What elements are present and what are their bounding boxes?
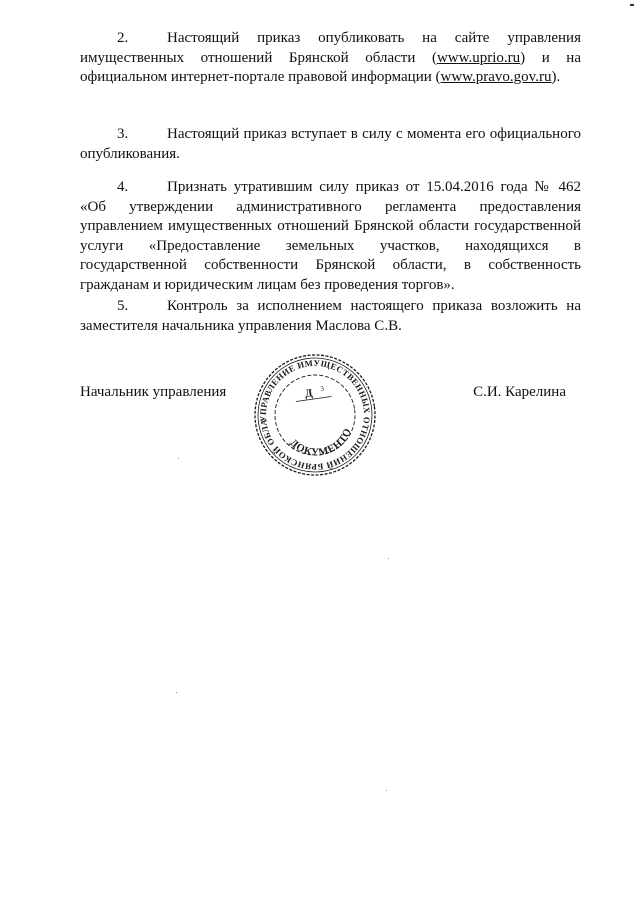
stamp-divider — [296, 397, 332, 402]
scan-speck — [386, 790, 387, 791]
stamp-inner-ring — [270, 370, 360, 460]
paragraph-number: 5. — [117, 298, 129, 314]
paragraph-text: ) и на официальном интернет-портале правовой информации ( — [80, 49, 581, 85]
paragraph-2 — [80, 29, 581, 88]
paragraph-text: Настоящий приказ опубликовать на сайте управления имущественных отношений Брянской области ( — [80, 30, 581, 66]
stamp-center-word: ДОКУМЕНТОВ — [287, 426, 355, 459]
paragraph-text: Признать утратившим силу приказ от 15.04.2016 года № 462 «Об утверждении административного регламента предоставления управлением имущественных отношений Брянской области государственной услуги «Предоставление земельных участков, находящихся в государственной собственности Брянской области, в собственность гражданам и юридическим лицам без проведения торгов». — [80, 179, 581, 293]
paragraph-5 — [80, 297, 581, 336]
stamp-center-number: 3 — [319, 384, 325, 393]
paragraph-4 — [80, 178, 581, 295]
paragraph-text: Контроль за исполнением настоящего приказа возложить на заместителя начальника управления Маслова С.В. — [80, 298, 581, 334]
scan-mark — [630, 4, 634, 6]
link-pravo[interactable]: www.pravo.gov.ru — [440, 69, 552, 85]
paragraph-text: ). — [551, 69, 561, 85]
stamp-ring-text: УПРАВЛЕНИЕ ИМУЩЕСТВЕННЫХ ОТНОШЕНИЙ БРЯНСКОЙ ОБЛАСТИ — [257, 357, 373, 473]
stamp-outer-ring — [250, 350, 380, 480]
stamp-center-top: Д — [304, 387, 314, 401]
signatory-position: Начальник управления — [80, 384, 227, 400]
paragraph-text: Настоящий приказ вступает в силу с момента его официального опубликования. — [80, 126, 581, 162]
scan-speck — [178, 458, 179, 459]
scan-speck — [176, 692, 177, 693]
paragraph-3 — [80, 125, 581, 164]
paragraph-number: 2. — [117, 30, 129, 46]
paragraph-number: 3. — [117, 126, 129, 142]
link-uprio[interactable]: www.uprio.ru — [436, 49, 521, 66]
official-stamp — [250, 350, 380, 480]
scan-speck — [388, 558, 389, 559]
signatory-name: С.И. Карелина — [473, 384, 566, 400]
paragraph-number: 4. — [117, 179, 129, 195]
stamp-outer-ring-inner — [251, 351, 380, 480]
